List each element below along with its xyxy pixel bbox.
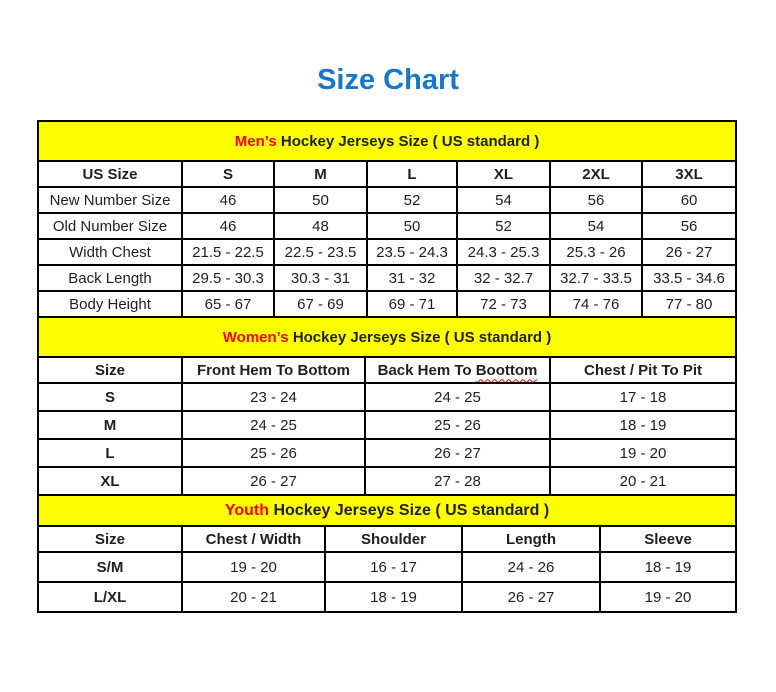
data-cell: 21.5 - 22.5 <box>182 239 274 265</box>
data-cell: 52 <box>367 187 457 213</box>
data-cell: 25 - 26 <box>182 439 365 467</box>
data-cell: 25 - 26 <box>365 411 550 439</box>
data-cell: 23 - 24 <box>182 383 365 411</box>
header-cell: US Size <box>38 161 182 187</box>
data-cell: 46 <box>182 187 274 213</box>
data-cell: 24.3 - 25.3 <box>457 239 550 265</box>
youth-caption <box>38 495 736 526</box>
youth-header-row <box>38 526 736 552</box>
data-cell: 74 - 76 <box>550 291 642 317</box>
data-cell: 23.5 - 24.3 <box>367 239 457 265</box>
header-cell-misspelled <box>365 357 550 383</box>
data-cell: 48 <box>274 213 367 239</box>
mens-header-row <box>38 161 736 187</box>
data-cell: 77 - 80 <box>642 291 736 317</box>
data-cell: 26 - 27 <box>462 582 600 612</box>
row-label: XL <box>38 467 182 495</box>
data-cell: 26 - 27 <box>365 439 550 467</box>
data-cell: 72 - 73 <box>457 291 550 317</box>
womens-caption-text: Hockey Jerseys Size ( US standard ) <box>292 328 552 346</box>
header-cell: Size <box>38 357 182 383</box>
header-cell: Front Hem To Bottom <box>182 357 365 383</box>
womens-size-table <box>37 316 737 496</box>
header-cell: Length <box>462 526 600 552</box>
data-cell: 30.3 - 31 <box>274 265 367 291</box>
table-row <box>38 291 736 317</box>
header-cell: 2XL <box>550 161 642 187</box>
table-row <box>38 265 736 291</box>
header-cell: 3XL <box>642 161 736 187</box>
data-cell: 20 - 21 <box>182 582 325 612</box>
data-cell: 33.5 - 34.6 <box>642 265 736 291</box>
mens-caption-text: Hockey Jerseys Size ( US standard ) <box>280 132 540 150</box>
data-cell: 20 - 21 <box>550 467 736 495</box>
header-cell: Chest / Pit To Pit <box>550 357 736 383</box>
data-cell: 29.5 - 30.3 <box>182 265 274 291</box>
row-label: Width Chest <box>38 239 182 265</box>
data-cell: 56 <box>550 187 642 213</box>
table-row <box>38 582 736 612</box>
data-cell: 31 - 32 <box>367 265 457 291</box>
row-label: M <box>38 411 182 439</box>
data-cell: 25.3 - 26 <box>550 239 642 265</box>
data-cell: 32 - 32.7 <box>457 265 550 291</box>
data-cell: 56 <box>642 213 736 239</box>
data-cell: 60 <box>642 187 736 213</box>
youth-size-table <box>37 494 737 613</box>
header-cell: Sleeve <box>600 526 736 552</box>
data-cell: 24 - 26 <box>462 552 600 582</box>
row-label: New Number Size <box>38 187 182 213</box>
mens-caption-row <box>38 121 736 161</box>
data-cell: 54 <box>457 187 550 213</box>
mens-caption-highlight: Men’s <box>234 132 277 150</box>
data-cell: 18 - 19 <box>325 582 462 612</box>
data-cell: 16 - 17 <box>325 552 462 582</box>
data-cell: 19 - 20 <box>550 439 736 467</box>
womens-caption-row <box>38 317 736 357</box>
data-cell: 26 - 27 <box>182 467 365 495</box>
row-label: Old Number Size <box>38 213 182 239</box>
header-cell: M <box>274 161 367 187</box>
data-cell: 19 - 20 <box>182 552 325 582</box>
table-row <box>38 552 736 582</box>
table-row <box>38 467 736 495</box>
data-cell: 27 - 28 <box>365 467 550 495</box>
header-cell: L <box>367 161 457 187</box>
data-cell: 26 - 27 <box>642 239 736 265</box>
data-cell: 46 <box>182 213 274 239</box>
data-cell: 52 <box>457 213 550 239</box>
data-cell: 17 - 18 <box>550 383 736 411</box>
womens-caption <box>38 317 736 357</box>
table-row <box>38 383 736 411</box>
page-title: Size Chart <box>317 64 459 96</box>
table-row <box>38 187 736 213</box>
data-cell: 22.5 - 23.5 <box>274 239 367 265</box>
table-row <box>38 213 736 239</box>
data-cell: 69 - 71 <box>367 291 457 317</box>
data-cell: 67 - 69 <box>274 291 367 317</box>
mens-size-table <box>37 120 737 318</box>
table-row <box>38 439 736 467</box>
data-cell: 19 - 20 <box>600 582 736 612</box>
header-text: Back Hem To <box>377 361 476 379</box>
header-cell: Size <box>38 526 182 552</box>
data-cell: 65 - 67 <box>182 291 274 317</box>
header-cell: XL <box>457 161 550 187</box>
data-cell: 50 <box>367 213 457 239</box>
data-cell: 18 - 19 <box>550 411 736 439</box>
data-cell: 18 - 19 <box>600 552 736 582</box>
row-label: L <box>38 439 182 467</box>
header-cell: Shoulder <box>325 526 462 552</box>
mens-caption <box>38 121 736 161</box>
header-cell: S <box>182 161 274 187</box>
data-cell: 32.7 - 33.5 <box>550 265 642 291</box>
header-cell: Chest / Width <box>182 526 325 552</box>
size-chart <box>37 120 735 613</box>
womens-header-row <box>38 357 736 383</box>
row-label: Body Height <box>38 291 182 317</box>
row-label: L/XL <box>38 582 182 612</box>
misspelled-word: Boottom <box>475 361 538 379</box>
data-cell: 24 - 25 <box>365 383 550 411</box>
data-cell: 24 - 25 <box>182 411 365 439</box>
data-cell: 54 <box>550 213 642 239</box>
table-row <box>38 411 736 439</box>
row-label: S <box>38 383 182 411</box>
row-label: Back Length <box>38 265 182 291</box>
youth-caption-row <box>38 495 736 526</box>
row-label: S/M <box>38 552 182 582</box>
youth-caption-highlight: Youth <box>224 501 270 519</box>
table-row <box>38 239 736 265</box>
data-cell: 50 <box>274 187 367 213</box>
youth-caption-text: Hockey Jerseys Size ( US standard ) <box>273 501 550 519</box>
womens-caption-highlight: Women’s <box>222 328 289 346</box>
